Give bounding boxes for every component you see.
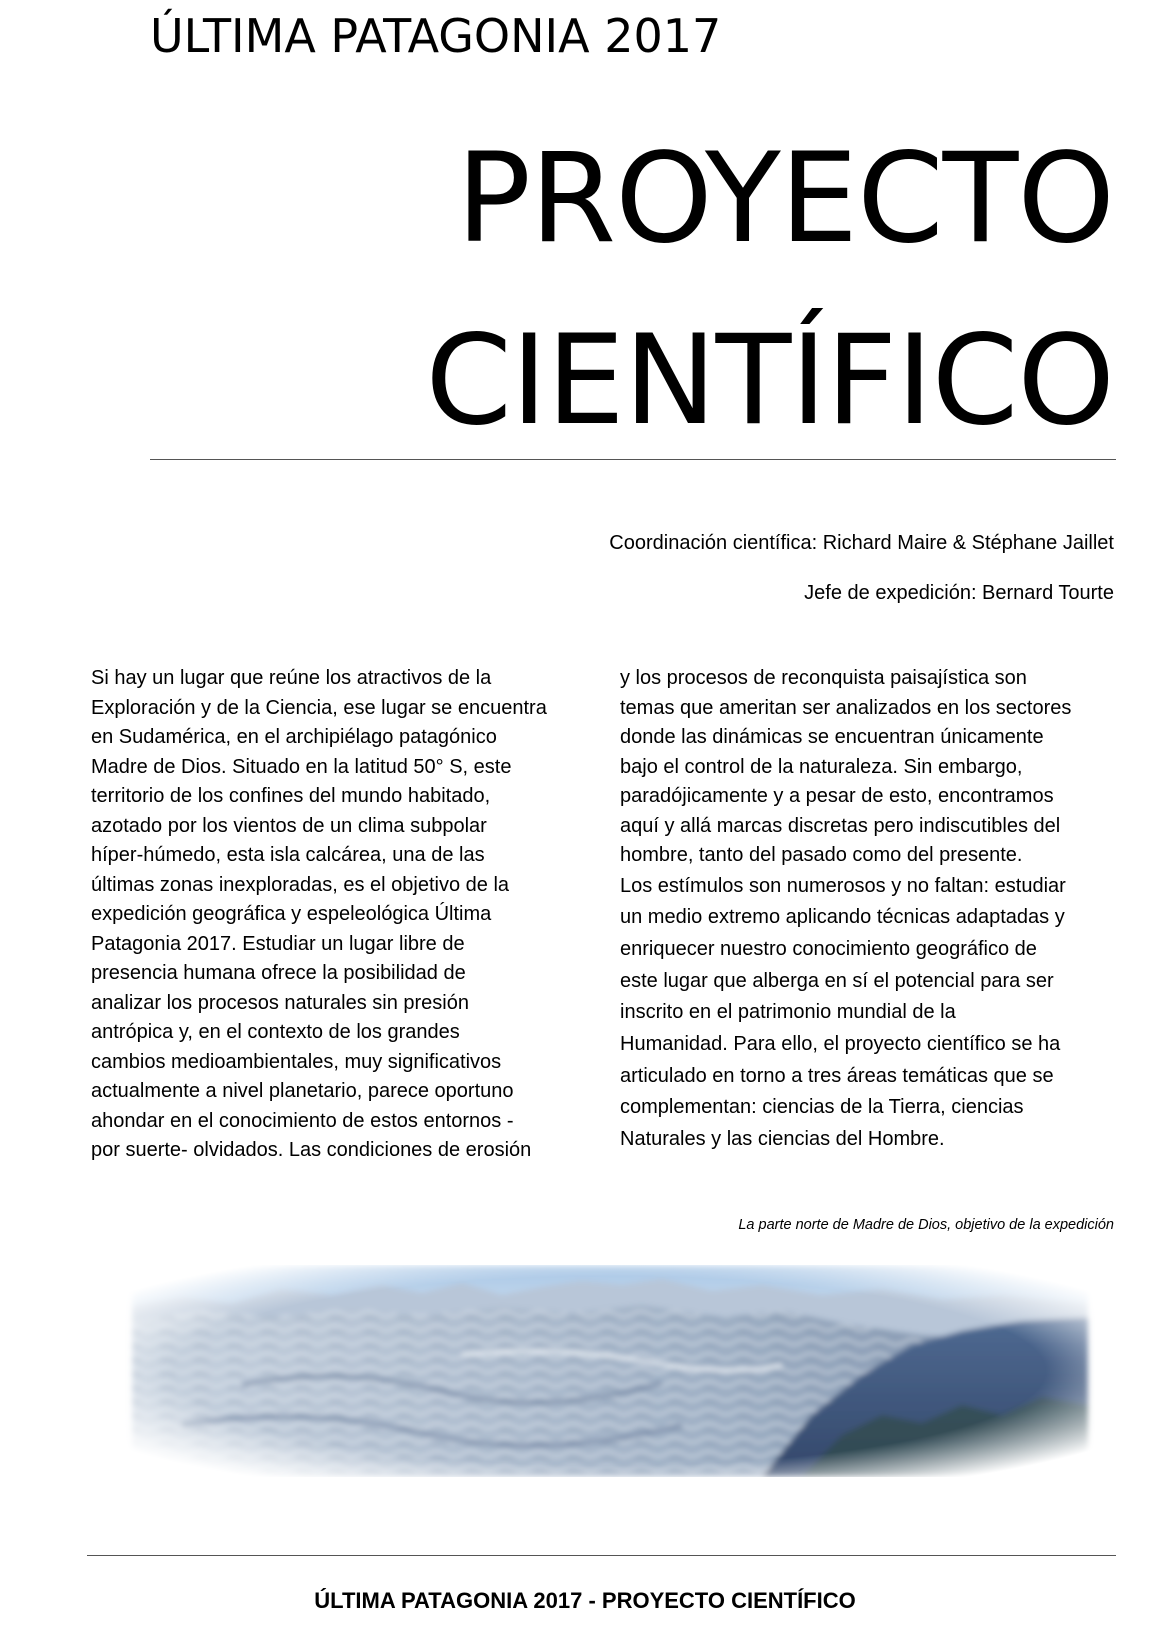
text-line: actualmente a nivel planetario, parece oportuno: [91, 1080, 514, 1102]
text-line: azotado por los vientos de un clima subpolar: [91, 814, 487, 837]
body-column-right: [620, 664, 1120, 1156]
text-line: inscrito en el patrimonio mundial de la: [620, 1001, 956, 1024]
bottom-divider: [87, 1555, 1116, 1556]
top-divider: [150, 459, 1116, 460]
text-line: expedición geográfica y espeleológica Última: [91, 903, 492, 925]
text-line: enriquecer nuestro conocimiento geográfico de: [620, 937, 1037, 960]
text-line: complementan: ciencias de la Tierra, ciencias: [620, 1096, 1024, 1119]
text-line: Si hay un lugar que reúne los atractivos de la: [91, 667, 492, 689]
text-line: un medio extremo aplicando técnicas adaptadas y: [620, 906, 1065, 929]
page-footer: ÚLTIMA PATAGONIA 2017 - PROYECTO CIENTÍFICO: [314, 1588, 856, 1613]
text-line: y los procesos de reconquista paisajística son: [620, 667, 1027, 689]
text-line: articulado en torno a tres áreas temáticas que se: [620, 1064, 1054, 1087]
text-line: Patagonia 2017. Estudiar un lugar libre de: [91, 932, 465, 955]
text-line: hombre, tanto del pasado como del presente.: [620, 844, 1023, 866]
text-line: Naturales y las ciencias del Hombre.: [620, 1128, 945, 1151]
text-line: analizar los procesos naturales sin presión: [91, 991, 469, 1014]
text-line: territorio de los confines del mundo habitado,: [91, 785, 491, 807]
text-line: Los estímulos son numerosos y no faltan: estudiar: [620, 874, 1066, 897]
text-line: temas que ameritan ser analizados en los sectores: [620, 696, 1072, 719]
text-line: ahondar en el conocimiento de estos entornos -: [91, 1109, 514, 1132]
text-line: aquí y allá marcas discretas pero indiscutibles del: [620, 814, 1061, 837]
body-column-left: [91, 664, 591, 1166]
landscape-photo: [122, 1265, 1098, 1477]
leader-credit: Jefe de expedición: Bernard Tourte: [804, 582, 1114, 604]
figure-caption: La parte norte de Madre de Dios, objetivo de la expedición: [738, 1217, 1114, 1233]
coordination-credit: Coordinación científica: Richard Maire & Stéphane Jaillet: [609, 532, 1114, 554]
text-line: Humanidad. Para ello, el proyecto científico se ha: [620, 1033, 1061, 1056]
text-line: Madre de Dios. Situado en la latitud 50° S, este: [91, 755, 512, 778]
paragraph-left: [91, 664, 591, 1166]
text-line: Exploración y de la Ciencia, ese lugar se encuentra: [91, 696, 547, 719]
main-title-line-2: CIENTÍFICO: [425, 309, 1114, 453]
text-line: por suerte- olvidados. Las condiciones de erosión: [91, 1139, 532, 1161]
text-line: bajo el control de la naturaleza. Sin embargo,: [620, 755, 1023, 778]
text-line: donde las dinámicas se encuentran únicamente: [620, 726, 1044, 748]
text-line: cambios medioambientales, muy significativos: [91, 1050, 502, 1073]
paragraph-right-2: [620, 871, 1120, 1156]
top-title: ÚLTIMA PATAGONIA 2017: [150, 9, 722, 63]
text-line: en Sudamérica, en el archipiélago patagónico: [91, 726, 497, 748]
credits: [414, 518, 1114, 618]
text-line: antrópica y, en el contexto de los grandes: [91, 1021, 460, 1043]
text-line: últimas zonas inexploradas, es el objetivo de la: [91, 873, 510, 896]
paragraph-right-1: [620, 664, 1120, 871]
main-title: [214, 108, 1114, 472]
main-title-line-1: PROYECTO: [456, 127, 1114, 271]
text-line: híper-húmedo, esta isla calcárea, una de las: [91, 844, 485, 866]
text-line: paradójicamente y a pesar de esto, encontramos: [620, 785, 1054, 807]
text-line: este lugar que alberga en sí el potencial para ser: [620, 969, 1054, 992]
text-line: presencia humana ofrece la posibilidad de: [91, 962, 466, 984]
